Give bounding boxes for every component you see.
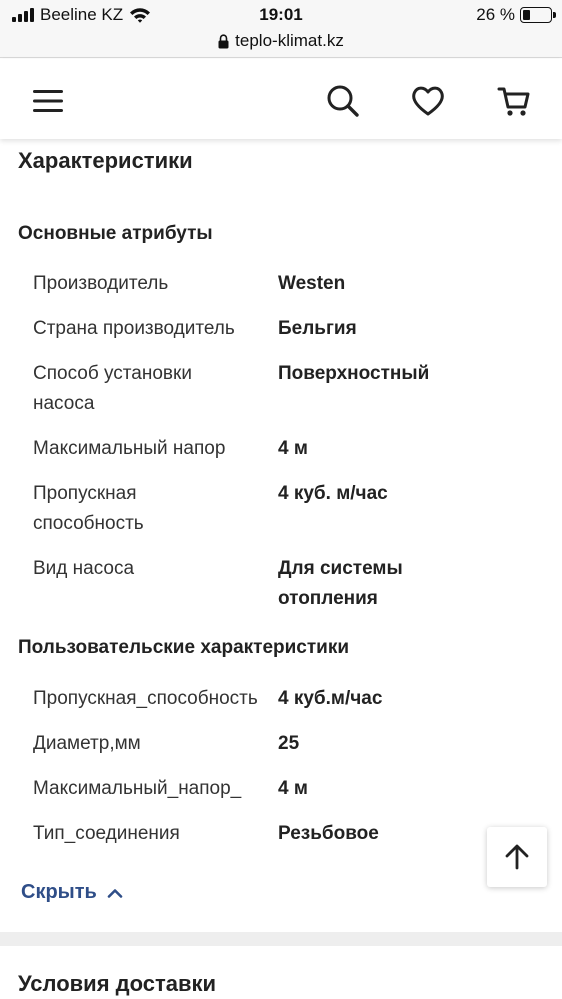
product-characteristics [0,139,562,999]
attribute-value: Бельгия [278,318,357,339]
attribute-label: Вид насоса [33,558,135,579]
address-bar[interactable] [0,30,562,58]
attribute-label: Максимальный напор [33,438,226,459]
arrow-up-icon [503,843,531,871]
hide-characteristics-link[interactable] [21,881,123,904]
delivery-title[interactable]: Условия доставки [18,971,217,996]
attribute-label: Страна производитель [33,318,235,339]
chevron-up-icon [107,888,123,898]
attribute-label: Максимальный_напор_ [33,778,242,799]
hide-label: Скрыть [21,881,97,903]
attribute-value: Резьбовое [278,823,379,844]
scroll-to-top-button[interactable] [487,827,547,887]
group-title-basic: Основные атрибуты [18,223,213,244]
attribute-value: Westen [278,273,346,294]
search-icon [325,83,361,119]
favorites-button[interactable] [408,81,448,121]
attribute-value: Для системы отопления [278,558,403,609]
attribute-label: Производитель [33,273,169,294]
attribute-label: Способ установки насоса [33,363,192,414]
cart-button[interactable] [494,81,534,121]
attribute-value: Поверхностный [278,363,430,384]
cart-icon [496,83,532,119]
section-divider [0,932,562,946]
battery-icon [520,7,552,23]
characteristics-title: Характеристики [18,148,193,173]
clock: 19:01 [259,5,303,24]
attribute-label: Пропускная способность [33,483,144,534]
heart-icon [410,84,446,118]
attribute-label: Диаметр,мм [33,733,141,754]
url-text: teplo-klimat.kz [235,31,344,50]
battery-percent: 26 % [476,5,515,24]
attribute-value: 4 куб.м/час [278,688,383,709]
attribute-value: 4 м [278,778,308,799]
attribute-label: Тип_соединения [33,823,180,844]
site-header [0,59,562,139]
attribute-value: 4 м [278,438,308,459]
lock-icon [218,34,229,49]
group-title-custom: Пользовательские характеристики [18,637,350,658]
carrier-name: Beeline KZ [40,5,124,24]
search-button[interactable] [323,81,363,121]
attribute-label: Пропускная_способность [33,688,258,709]
menu-button[interactable] [28,81,68,121]
menu-icon [31,87,65,115]
attribute-value: 4 куб. м/час [278,483,388,504]
status-bar [0,0,562,30]
attribute-value: 25 [278,733,300,754]
